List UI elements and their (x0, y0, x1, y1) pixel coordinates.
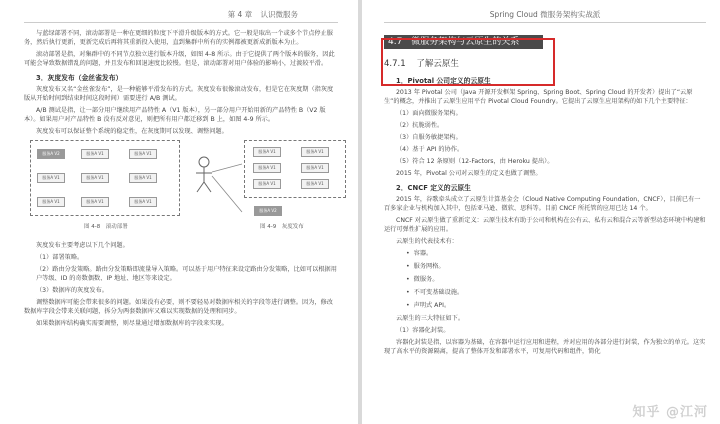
feature-item: （1）面向微服务架构。 (396, 110, 462, 117)
feature-item: （1）容器化封装。 (396, 327, 450, 334)
service-box: 服务A V1 (301, 163, 329, 173)
figure-grey-release (244, 140, 346, 198)
figure-rolling-deploy (30, 140, 180, 216)
list-item: （2）路由分发策略。路由分发策略即流量导入策略。可以基于用户特征来设定路由分发策略，比如可以根据用户等级、ID 的奇数偶数、IP 地址、地区等来设定。 (36, 266, 337, 282)
paragraph: CNCF 对云原生做了重新定义：云原生技术有助于公司和机构在公有云、私有云和混合云等新型动态环境中构建和运行可弹性扩展的应用。 (384, 217, 706, 233)
paragraph: 2015 年，Pivotal 公司对云原生的定义也做了调整。 (396, 170, 542, 177)
paragraph: 灰度发布又名“金丝雀发布”，是一种能够平滑发布的方式。灰度发布很像滚动发布，但是它在灰度期（指灰度版从开始时间到结束时间这段时间）需要进行 A/B 测试。 (24, 86, 334, 102)
service-box: 服务A V1 (301, 147, 329, 157)
service-box: 服务A V1 (129, 173, 157, 183)
head-rule (384, 22, 706, 23)
paragraph: 调整数据库可能会带来很多的问题。如果没有必要，则不要轻易对数据库相关的字段等进行调整。因为，修改数据库字段会带来关联问题，拆分为两套数据库又难以实现数据的处理和同步。 (24, 299, 333, 315)
left-page (0, 0, 358, 424)
paragraph: 云原生的三大特征如下。 (396, 315, 465, 322)
head-rule (24, 22, 338, 23)
tech-bullet: • 微服务。 (406, 275, 706, 284)
user-icon (184, 150, 244, 220)
service-box: 服务A V2 (37, 149, 65, 159)
figure-caption: 图 4-9 灰度发布 (260, 224, 304, 230)
running-head-chapter: 第 4 章 (227, 10, 253, 19)
tech-bullet: • 容器。 (406, 249, 706, 258)
service-box: 服务A V1 (81, 149, 109, 159)
paragraph: 灰度发布可以保证整个系统的稳定性，在灰度期可以发现、调整问题。 (36, 128, 228, 135)
feature-item: （5）符合 12 条原则（12-Factors，由 Heroku 提出）。 (396, 158, 554, 165)
subsection-heading (384, 57, 706, 69)
feature-item: （3）自服务敏捷架构。 (396, 134, 462, 141)
right-page (362, 0, 720, 424)
paragraph: 云原生的代表技术有： (396, 238, 458, 245)
service-box: 服务A V1 (37, 197, 65, 207)
paragraph: 容器化封装是指，以容器为基础，在容器中运行应用和进程，并对应用的各部分进行封装，作为独立的单元。这实现了高水平的资源隔离，提高了整体开发和部署水平，可复用代码和组件，简化 (384, 339, 706, 355)
paragraph: 滚动部署是指，对集群中的不同节点独立进行版本升级，如图 4-8 所示。由于它提供了两个版本的服务，因此可能会导致数据错乱的问题，并且发布和回退速度比较慢。但是，滚动部署对用户体验的影响小，过渡较平滑。 (24, 51, 335, 67)
figures-row (24, 140, 338, 238)
chapter-number: 4.7 (388, 37, 403, 47)
service-box: 服务A V1 (81, 197, 109, 207)
section-heading: 1．Pivotal 公司定义的云原生 (396, 77, 491, 85)
service-box: 服务A V1 (301, 179, 329, 189)
section-heading: 2．CNCF 定义的云原生 (396, 184, 471, 192)
service-box: 服务A V1 (81, 173, 109, 183)
chapter-title: 微服务架构与云原生的关系 (411, 37, 520, 47)
list-item: （3）数据库的灰度发布。 (36, 287, 108, 294)
chapter-heading (384, 35, 543, 49)
tech-bullet: • 服务网格。 (406, 262, 706, 271)
watermark: 知乎 @江河 (632, 405, 708, 420)
service-box: 服务A V1 (37, 173, 65, 183)
subsection-number: 4.7.1 (384, 59, 406, 69)
section-heading-grey-release: 3．灰度发布（金丝雀发布） (36, 74, 123, 82)
paragraph: 如果数据库结构确实需要调整，则尽量通过增加数据库的字段来实现。 (36, 320, 228, 327)
tech-bullet: • 不可变基础设施。 (406, 288, 706, 297)
right-running-head: Spring Cloud 微服务架构实战派 (489, 10, 601, 19)
service-box: 服务A V1 (253, 147, 281, 157)
subsection-title: 了解云原生 (416, 59, 459, 69)
service-box: 服务A V1 (129, 197, 157, 207)
feature-item: （2）抗脆弱性。 (396, 122, 444, 129)
paragraph: 灰度发布主要考虑以下几个问题。 (36, 242, 129, 249)
figure-caption: 图 4-8 滚动部署 (84, 224, 128, 230)
paragraph: 2013 年 Pivotal 公司（Java 开源开发框架 Spring、Spring Boot、Spring Cloud 的开发者）提出了“云原生”的概念，并推出了云原生应用平台 Pivotal Cloud Foundry。它提出了云原生应用架构的如下几个主要特征： (384, 89, 693, 105)
service-box: 服务A V1 (253, 179, 281, 189)
tech-bullet: • 声明式 API。 (406, 301, 706, 310)
paragraph: A/B 测试是指，让一部分用户继续用产品特性 A（V1 版本），另一部分用户开始用新的产品特性 B（V2 版本）。如果用户对产品特性 B 没有反对意见，则把所有用户都迁移到 B 上，如图 4-9 所示。 (24, 107, 326, 123)
service-box: 服务A V1 (253, 163, 281, 173)
running-head-title: 认识微服务 (260, 10, 298, 19)
left-running-head (24, 8, 338, 22)
paragraph: 2015 年，谷歌牵头成立了云原生计算基金会（Cloud Native Computing Foundation，CNCF），目前已有一百多家企业与机构加入其中，包括亚马逊、微软、思科等。目前 CNCF 所托管的应用已达 14 个。 (384, 196, 701, 212)
service-box: 服务A V1 (129, 149, 157, 159)
service-box-new: 服务A V2 (254, 206, 282, 216)
feature-item: （4）基于 API 的协作。 (396, 146, 464, 153)
list-item: （1）部署策略。 (36, 254, 84, 261)
paragraph: 与蓝绿部署不同，滚动部署是一种在更细的粒度下平滑升级版本的方式。它一般是取出一个或多个节点停止服务，然后执行更新，更新完成后再将其重新投入使用，直到集群中所有的实例都被更新成新版本为止。 (24, 30, 333, 46)
